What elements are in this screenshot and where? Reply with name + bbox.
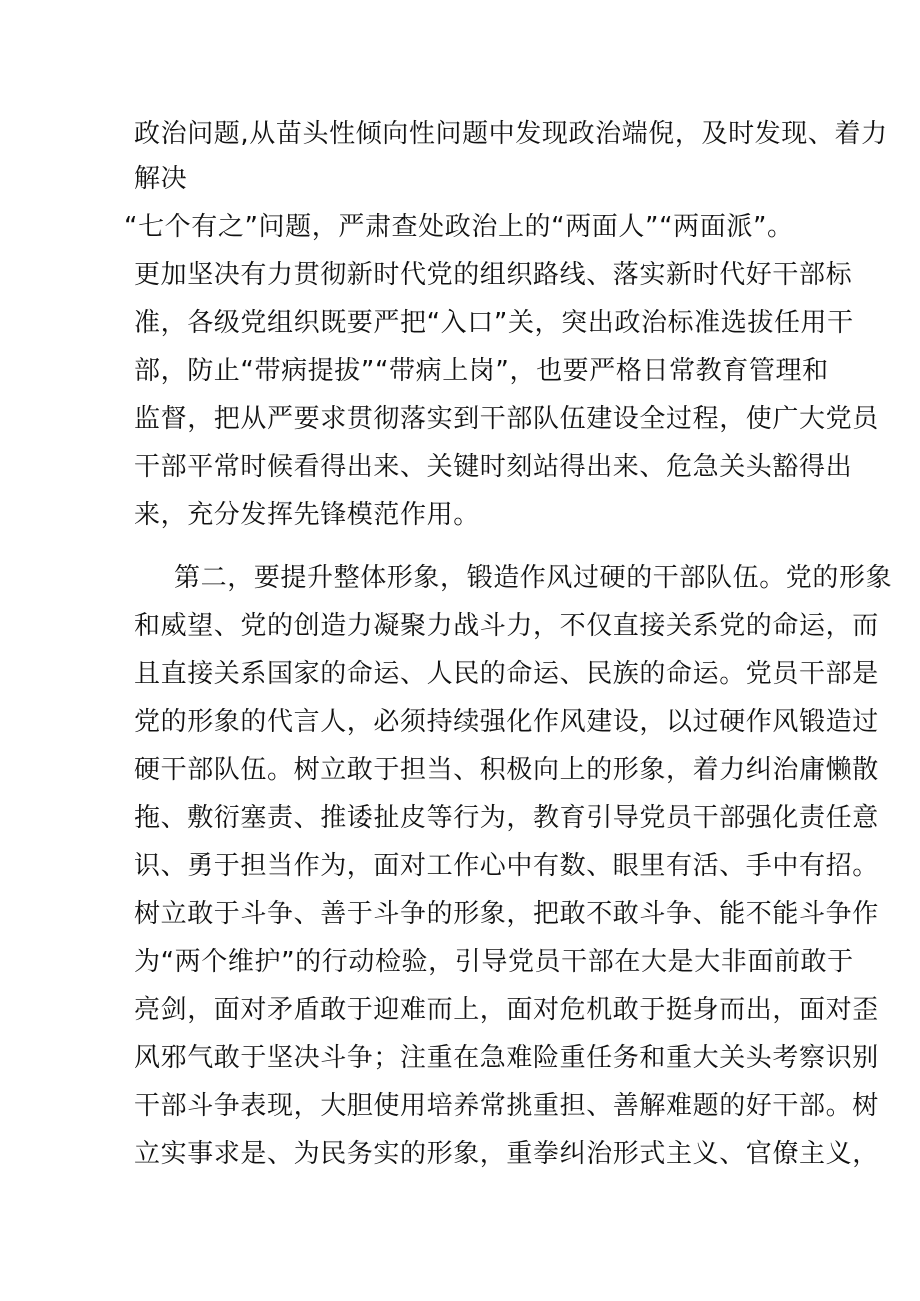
text-line: 识、勇于担当作为，面对工作心中有数、眼里有活、手中有招。 <box>134 851 879 881</box>
text-line: 和威望、党的创造力凝聚力战斗力，不仅直接关系党的命运，而 <box>134 611 879 641</box>
text-line: 风邪气敢于坚决斗争；注重在急难险重任务和重大关头考察识别 <box>134 1043 879 1073</box>
text-line: 来，充分发挥先锋模范作用。 <box>134 500 480 530</box>
text-line: “七个有之”问题，严肃查处政治上的“两面人”“两面派”。 <box>124 212 794 242</box>
text-line: 拖、敷衍塞责、推诿扯皮等行为，教育引导党员干部强化责任意 <box>134 803 879 833</box>
text-line: 更加坚决有力贯彻新时代党的组织路线、落实新时代好干部标 <box>134 260 853 290</box>
text-line: 解决 <box>134 164 188 194</box>
text-line: 树立敢于斗争、善于斗争的形象，把敢不敢斗争、能不能斗争作 <box>134 899 879 929</box>
text-line: 干部斗争表现，大胆使用培养常挑重担、善解难题的好干部。树 <box>134 1091 879 1121</box>
text-line: 硬干部队伍。树立敢于担当、积极向上的形象，着力纠治庸懒散 <box>134 755 879 785</box>
text-line: 部，防止“带病提拔”“带病上岗”，也要严格日常教育管理和 <box>134 356 829 386</box>
text-line: 且直接关系国家的命运、人民的命运、民族的命运。党员干部是 <box>134 659 879 689</box>
text-line: 党的形象的代言人，必须持续强化作风建设，以过硬作风锻造过 <box>134 707 879 737</box>
text-line: 为“两个维护”的行动检验，引导党员干部在大是大非面前敢于 <box>134 947 854 977</box>
text-line: 准，各级党组织既要严把“入口”关，突出政治标准选拔任用干 <box>134 308 854 338</box>
text-line: 立实事求是、为民务实的形象，重拳纠治形式主义、官僚主义， <box>134 1139 879 1169</box>
text-line: 监督，把从严要求贯彻落实到干部队伍建设全过程，使广大党员 <box>134 404 879 434</box>
text-line: 干部平常时候看得出来、关键时刻站得出来、危急关头豁得出 <box>134 452 853 482</box>
paragraph-first-line: 第二，要提升整体形象，锻造作风过硬的干部队伍。党的形象 <box>174 563 893 593</box>
text-line: 政治问题,从苗头性倾向性问题中发现政治端倪，及时发现、着力 <box>134 119 888 149</box>
text-line: 亮剑，面对矛盾敢于迎难而上，面对危机敢于挺身而出，面对歪 <box>134 995 879 1025</box>
